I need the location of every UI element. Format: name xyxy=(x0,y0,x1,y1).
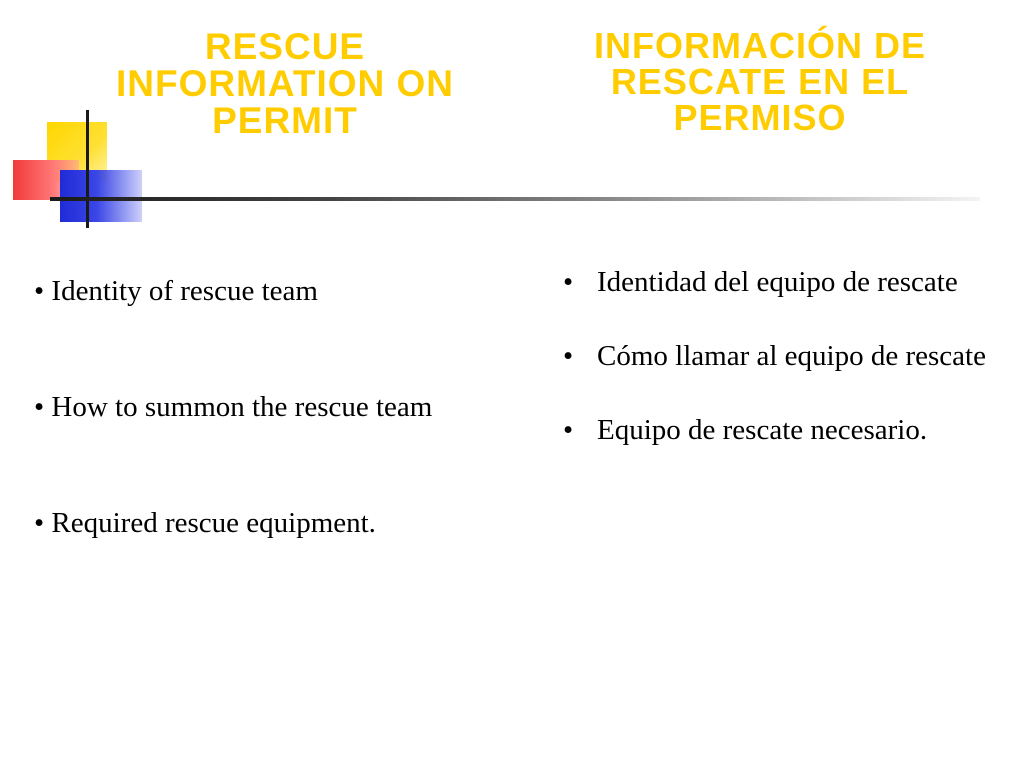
english-column xyxy=(34,262,494,552)
bullet: • xyxy=(34,275,45,307)
english-item-text: Required rescue equipment. xyxy=(51,507,376,539)
english-item-1 xyxy=(34,262,494,320)
vertical-rule xyxy=(86,110,89,228)
spanish-item-1 xyxy=(563,262,993,302)
spanish-item-text: Cómo llamar al equipo de rescate xyxy=(597,340,986,372)
title-spanish: INFORMACIÓN DE RESCATE EN EL PERMISO xyxy=(594,25,926,138)
spanish-item-text: Identidad del equipo de rescate xyxy=(597,266,958,298)
spanish-item-3 xyxy=(563,410,993,450)
spanish-column xyxy=(563,262,993,484)
spanish-item-2 xyxy=(563,336,993,376)
bullet: • xyxy=(563,266,574,298)
bullet: • xyxy=(563,340,574,372)
title-english: RESCUE INFORMATION ON PERMIT xyxy=(115,26,455,141)
bullet: • xyxy=(34,507,45,539)
horizontal-rule xyxy=(50,197,980,201)
spanish-item-text: Equipo de rescate necesario. xyxy=(597,414,928,446)
bullet: • xyxy=(34,391,45,423)
english-item-text: Identity of rescue team xyxy=(51,275,318,307)
bullet: • xyxy=(563,414,574,446)
english-item-text: How to summon the rescue team xyxy=(51,391,433,423)
english-item-3 xyxy=(34,494,494,552)
blue-square-decoration xyxy=(60,170,142,222)
english-item-2 xyxy=(34,378,494,436)
